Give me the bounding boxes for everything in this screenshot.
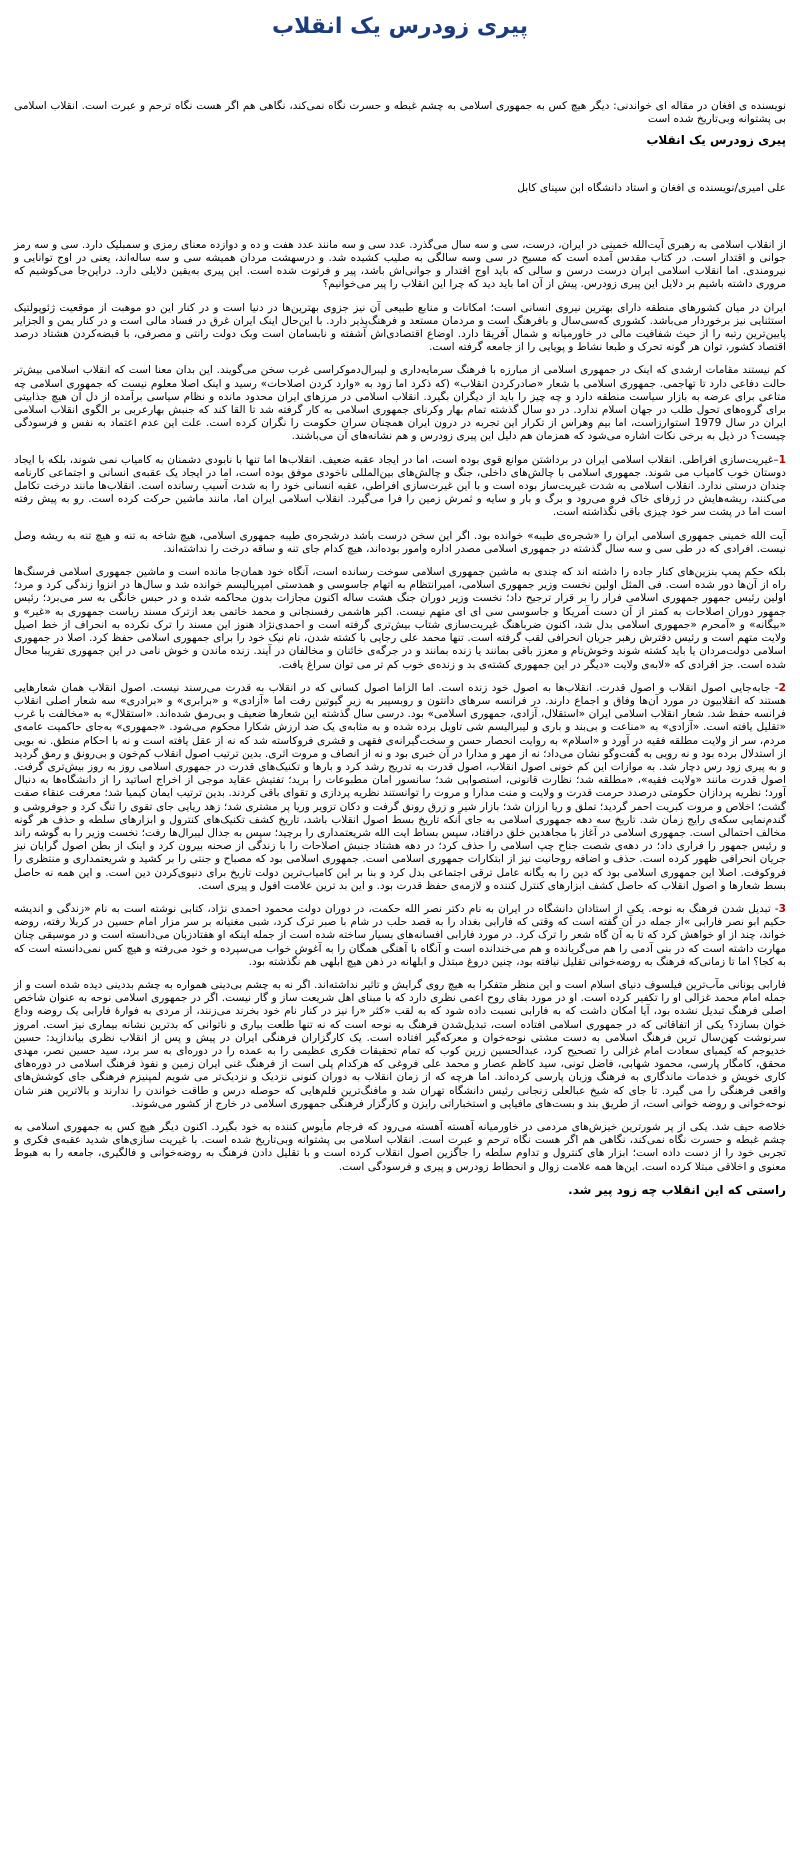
paragraph <box>14 302 786 355</box>
paragraph-text: فارابی یونانی مآب‌ترین فیلسوف دنیای اسلام است و این منظر متفکرا به هیچ روی گرایش و تاثیر نداشته‌اند. اگر نه به چشم بی‌دینی همواره به چشم بددینی دیده شده است و از جمله امام محمد غزالی او را تکفیر کرده است. او در مورد بقای روح اعمی نظری دارد که با مبنای اهل شریعت ساز و گار نیست. اگر در جمهوری اسلامی نوحه به عنوان شاخص اصلی فرهنگ تبدیل نشده بود، آیا امکان داشت که به فارابی نسبت داده شود که به لقب «کثر «را نیز در کنار نام خود بخرند می‌زنند، از مردی به فوارهٔ فارابی یک روضه وداع خوان بسازد؟ یکی از اتفاقاتی که در جمهوری اسلامی افتاده است، تبدیل‌شدن فرهنگ به نوحه است که نه تنها طلعت بیاری و ناتوانی که بدترین نشانه بیماری نیز است. امروز سرنوشت کهن‌سال ترین فرهنگ اسلامی به دست مشتی نوحه‌خوان و معرکه‌گیر افتاده است. یک کارگزاران فرهنگی ایران در پیش و پس از انقلاب نظری بیاندازید: حسین خدیوجم که کیمیای سعادت امام غزالی را تصحیح کرد، عبدالحسین زرین کوب که تمام تحقیقات فکری عظیمی را به عمده را در دوره‌ای به سر برد، سید حسین نصر، مهدی محقق، کامگار پارسی، محمود شهابی، فاضل تونی، سید کاظم عصار و محمد علی فروغی که هرکدام پلی است از فرهنگ غنی ایران زمین و نفوذ فرهنگ اسلامی در دوره‌های کاری خویش و خدمات ماندگاری به فرهنگ وزبان پارسی کرده‌اند. اما هرچه که از زمان انقلاب به دوران کنونی نزدیک و نزدیک‌تر می شویم لمپنیزم فرهنگی جای کوشش‌های واقعی فرهنگی را می گیرد. تا جای که شیخ عبالعلی زنجانی رئیس دانشگاه تهران شد و مافنگ‌ترین قلم‌هایی که حوصله درس و طاقت خواندن را ندارند و بالاترین هنر شان نوحه‌خوانی و روضه خوانی است، از طریق بند و بست‌های مافیایی و استخباراتی رایزن و کارگزار فرهنگی جمهوری اسلامی در خارج از کشور می‌شوند. <box>14 978 786 1110</box>
paragraph-text: کم نیستند مقامات ارشدی که اینک در جمهوری اسلامی از مبارزه با فرهنگ سرمایه‌داری و لیبرال‌دموکراسی غرب سخن می‌گویند. این بدان معنا است که انقلاب اسلامی بیش‌تر حالت دفاعی دارد تا تهاجمی. جمهوری اسلامی با شعار «صادرکردن انقلاب» (که ذکرد اما زود به «وارد کردن اصلاحات» رسید و اینک اصلا معلوم نیست که جمهوری اسلامی چه متاعی برای عرضه به بازار سیاست منطقه دارد و چه چیز را باید از دیگران بگیرد. انقلاب اسلامی در مرزهای ایران محدود مانده و نظام سیاسی برآمده از دل آن هیچ جذابیتی برای گروه‌های تحول طلب در جهان اسلام ندارد. در دو سال گذشته تمام بهار وکرنای جمهوری اسلامی به کار گرفته شد تا القا کند که جنبش بهارعربی بر الگوی انقلاب اسلامی ایران در سال 1979 استوارزاست، اما بیم وهراس از تکرار این تجربه در درون ایران همچنان سران حکومت را نگران کرده است. علت این عدم اعتماد به نفس و فرسودگی چیست؟ در ذیل به برخی نکات اشاره می‌شود که همزمان هم دلیل این پیری زودرس و هم نشانه‌های آن می‌باشند. <box>14 364 786 443</box>
article-body <box>14 239 786 1174</box>
closing-line: راستی که این انقلاب چه زود پیر شد. <box>568 1182 786 1197</box>
paragraph-text: خلاصه حیف شد. یکی از پر شورترین خیزش‌های مردمی در خاورمیانه آهسته آهسته می‌رود که فرجام مأیوس کننده به خود بگیرد. اکنون دیگر هیچ کس به جمهوری اسلامی به چشم غبطه و حسرت نگاه نمی‌کند، نگاهی هم اگر هست نگاه ترحم و عبرت است. انقلاب اسلامی بی پشتوانه وبی‌تاریخ شده است. با غیریت سازی‌های شدید عقبه‌ی فکری و تجربی خود را از دست داده است؛ ابزار های کنترول و تداوم سلطه را جاگزین اصول انقلاب کرده است و با تقلیل دادن فرهنگ به روضه‌خوانی و فالگیری، جامعه را به هبوط معنوی و اخلاقی مبتلا کرده است. این‌ها همه علامت زوال و انحطاط زودرس و پیری و فرسودگی است. <box>14 1121 786 1173</box>
section-number: 2 <box>778 681 786 694</box>
paragraph-text: ایران در میان کشورهای منطقه دارای بهترین نیروی انسانی است؛ امکانات و منابع طبیعی آن نیز جزوی بهترین‌ها در دنیا است و در کنار این دو موهبت از موقعیت ژئوپولتیک استثنایی نیز برخوردار می‌باشد. کشوری که‌سی‌سال و بافرهنگ است و مردمان مستعد و فرهنگ‌پذیر دارد. با این‌حال اینک ایران غرق در فساد مالی است و در کنار یمن و الجزایر پایین‌ترین رتبه را از حیث شفافیت مالی در خاورمیانه و شمال آفریقا دارد. اوضاع اقتصادی‌اش آشفته و نابسامان است وبک دولت رانتی و مصرفی، با قبضه‌کردن هشتاد درصد اقتصاد کشور، توان هر گونه تحرک و طبعا نشاط و پویایی را از جامعه گرفته است. <box>14 301 786 354</box>
author-line: علی امیری/نویسنده ی افغان و استاد دانشگاه ابن سینای کابل <box>517 181 786 194</box>
paragraph-text: - جابه‌جایی اصول انقلاب و اصول قدرت. انقلاب‌ها به اصول خود زنده است. اما الزاما اصول کسانی که در انقلاب به قدرت می‌رسند نیست. اصول انقلاب همان شعارهایی هستند که انقلابیون در مورد آن‌ها وفاق و اجماع دارند. در فرانسه سرهای دانتون و روبسپیر به زیر گیوتین رفت اما «آزادی» و «برابری» و «برادری» سه شعار اصلی انقلاب فرانسه حفظ شد. شعار انقلاب اسلامی ایران «استقلال، آزادی، جمهوری اسلامی» بود. درسی سال گذشته این شعارها ضعیف و بی‌رمق شده‌اند. «استقلال» به «مخالفت با غرب «تقلیل یافته است. «آزادی» به «مناعت و بی‌بند و باری و لیبرالیسم‌ شی تاویل برده شده و به مثابه‌ی یک ضد ارزش شکارا محکوم می‌شود. «جمهوری» به‌جای حاکمیت عامه‌ی مردم، سر از ولایت مطلقه فقیه در آورد و «اسلام» به روایت انحصار حسن و سخت‌گیرانه‌ی فقهی و قشری فرو‌کاسته شد که نه از عقل یافته است و نه با احکام منطق. نه بویی از استدلال برده بود و نه رویی به گفت‌وگو نشان می‌داد؛ نه از مهر و مدارا در آن خبری بود و نه از انصاف و مروت اثری. بدین ترتیب اصول انقلاب کم‌خون و بی‌رونق و رمق گردید و به پیری زود رس دچار شد. به موازات این کم خونی اصول انقلاب، اصول قدرت به تدریج رشد کرد و بارها و تکنیک‌های قدرت در جمهوری اسلامی روز به روز بیش‌تری گرفت. اصول قدرت مانند «ولایت فقیه»، «مطلقه شد؛ نظارت قانونی، استصوابی شد؛ سانسور امان مطبوعات را برید؛ تفتیش عقاید موجی از اخراج اساتید را از دانشگاه‌ها به دنبال آورد؛ نظریه پردازان حکومتی درصدد حرمت قدرت و ولایت و منت مدارا و مروت را توانستند نظریه پردازی و تقوای باقی کردند. بدین ترتیب ایمان کیمیا شد؛ معرفت عنقاء صفت گشت؛ اخلاص و مروت کبریت احمر گردید؛ تملق و ریا ارزان شد؛ بازار شیر و زرق رونق گرفت و دکان تزویر وریا پر مشتری شد؛ زهد ریایی جای تقوی را تنگ کرد و جوفروشی و گندم‌نمایی سکه‌ی رایج زمان شد. تاریخ سه دهه جمهوری اسلامی به جای آنکه تاریخ بسط اصول انقلاب باشد، تاریخ کشف تکنیک‌های کنترول و ابزارهای سلطه و حذف هر گونه مخالف احتمالی است. جمهوری اسلامی در آغاز با مجاهدین خلق درافتاد، سپس بساط ایت الله شریعتمداری را برچید؛ سپس به جدال لیبرال‌ها رفت؛ نخست وزیر را به گوشه راند و رئیس جمهور را فراری داد؛ در دهه‌ی شصت جناح چپ اسلامی را حذف کرد؛ در دهه هشتاد جنبش اصلاحات را با زندگی از صحنه بیرون کرد و اینک از بطن اصول گرایان نیز جریان انحرافی ظهور کرده است. حذف و اضافه روحانیت نیز از ابتکارات جمهوری اسلامی است. جمهوری اسلامی بود که مصباح و جنتی را بر کشید و شریعتمداری و منتظری را فروکوفت. اصلا این جمهوری اسلامی بود که دین را به یگانه عامل ترقی اجتماعی بدل کرد و بنا بر این کامیاب‌ترین دولت تاریخ برای دنیوی‌کردن دین است. و این همه نه حاصل بسط شعارها و اصول انقلاب که حاصل کشف ابزارهای کنترل کننده و لازمه‌ی حفظ قدرت بود. و این بد ترین علامت افول و پیری است. <box>14 681 786 892</box>
paragraph <box>14 239 786 292</box>
paragraph-text: آیت الله خمینی جمهوری اسلامی ایران را «شجره‌ی طیبه» خوانده بود. اگر این سخن درست باشد درشجره‌ی طیبه جمهوری اسلامی، هیچ شاخه به تنه و هیچ تنه به ریشه وصل نیست. افرادی که در طی سی و سه سال گذشته در جمهوری اسلامی مصدر اداره وامور بوده‌اند، هیچ کدام جای تنه و ساقه درخت را نداشته‌اند. <box>14 529 786 555</box>
section-number: 1 <box>778 453 786 466</box>
paragraph-text: از انقلاب اسلامی به رهبری آیت‌الله خمینی در ایران، درست، سی و سه سال می‌گذرد. عدد سی و سه مانند عدد هفت و ده و دوازده معنای رمزی و سمبلیک دارد. سی و سه رمز جوانی و اقتدار است. در کتاب مقدس آمده است که مسیح در سی وسه سالگی به صلیب کشیده شد. و درسهشت مردان همیشه سی و سه ساله‌اند، یعنی در اوج توانایی و نیرومندی. اما انقلاب اسلامی ایران درست درسن و سالی که باید اوج اقتدار و جوانی‌اش باشد، پیر و فرتوت شده است. این پیری به‌یقین دلایلی دارد. دراین‌جا می‌کوشیم که مروری داشته باشیم بر دلایل این پیری زودرس. پیش از آن اما باید دید که چرا این انقلاب را پیر می‌خوانیم؟ <box>14 238 786 291</box>
paragraph <box>14 682 786 893</box>
article-subheading: پیری زودرس یک انقلاب <box>646 133 786 148</box>
paragraph-text: بلکه حکم پمپ بنزین‌های کنار جاده را داشته اند که چندی به ماشین جمهوری اسلامی سوخت رسانده است، آنگاه خود همان‌جا مانده است و ماشین جمهوری اسلامی فرسنگ‌ها راه از آن‌ها دور شده است. فی المثل اولین نخست وزیر جمهوری اسلامی، امیرانتظام به اتهام جاسوسی و همدستی امپریالیسم خوانده شد و سال‌ها در انزوا زندگی کرد و مرد؛ اولین رئیس جمهور جمهوری اسلامی فرار را بر قرار ترجیح داد؛ نخست وزیر دوران جنگ هشت ساله اکنون مجازات بدون محاکمه شده و در حبس خانگی به سر می‌برد؛ رئیس جمهور دوران اصلاحات به کمتر از آن دست آمریکا و جاسوسی سی ای ای متهم نیست. اکبر هاشمی رفسنجانی و محمد خاتمی بعد ازترک مسند ریاست جمهوری به «غیر» و «بیگانه» و «آمحرم «جمهوری اسلامی بدل شد، اکنون ضرباهنگ غیریت‌سازی شتاب بیش‌تری گرفته است و احمدی‌نژاد هنوز این مسند را ترک نکرده به انحراف از خط اصیل ولایت متهم است و رئیس دفترش رهبر جریان انحرافی لقب گرفته است. تنها محمد علی رجایی با کشته شدن، نام نیک خود را برای جمهوری اسلامی حفظ کرد. اصلا در جمهوری اسلامی دولت‌مردان یا باید کشته شوند وخوش‌نام و معزز باقی بمانند یا زنده بمانند و در جرگه‌ی خائنان و مخالفان در آیند. زنده ماندن و خوش نامی در این جمهوری تقریبا محال شده است. جز افرادی که «لابه‌ی ولایت «دیگر در این جمهوری کشته‌ی بد و زنده‌ی خوب کم تر می توان سراغ یافت. <box>14 566 786 671</box>
paragraph <box>14 364 786 443</box>
paragraph <box>14 903 786 969</box>
page-title: پیری زودرس یک انقلاب <box>272 14 528 39</box>
paragraph <box>14 1121 786 1174</box>
paragraph <box>14 979 786 1111</box>
article-intro: نویسنده ی افغان در مقاله ای خواندنی: دیگر هیچ کس به جمهوری اسلامی به چشم غبطه و حسرت نگاه نمی‌کند، نگاهی هم اگر هست نگاه ترحم و عبرت است. انقلاب اسلامی بی پشتوانه وبی‌تاریخ شده است <box>14 100 786 126</box>
paragraph <box>14 566 786 672</box>
paragraph <box>14 530 786 556</box>
paragraph-text: –غیریت‌سازی افراطی. انقلاب اسلامی ایران در برداشتن موانع قوی بوده است، اما در ایجاد عقبه ضعیف. انقلاب‌ها اما تنها با نابودی دشمنان به کامیاب نمی شوند، بلکه با ایجاد دوستان خوب کامیاب می شوند. جمهوری اسلامی با چالش‌های داخلی، جنگ و چالش‌های بین‌المللی ناخودی موفق بوده است، اما در ایجاد یک عقبه‌ی انسانی و اجتماعی کارنامه چندان درستی ندارد. انقلاب اسلامی به شدت غیریت‌ساز بوده است و با این غیرت‌سازی افراطی، عقبه انسانی خود را به شدت آسیب رسانده است. انقلاب‌ها مانند درخت تکامل می‌کنند، ریشه‌هایش در ژرفای خاک فرو می‌رود و برگ و بار و سایه و ثمرش زمین را فرا می‌گیرد. انقلاب اسلامی ایران اما، مانند ماشین حرکت کرده است. رو به پیش رفته است اما در پشت سر خود چیزی باقی نگذاشته است. <box>14 453 786 519</box>
paragraph-text: - تبدیل شدن فرهنگ به نوحه. یکی از استادان دانشگاه در ایران به نام دکتر نصر الله حکمت، در دوران دولت محمود احمدی نژاد، کتابی نوشته است به نام «زندگی و اندیشه حکیم ابو نصر فارابی »از جمله در آن گفته است که وقتی که فارابی بغداد را به قصد حلب در شام با صبر ترک کرد، شبی مغنیانه بر سر مزار امام حسین در کربلا رفته، روضه خواند، چند از او خواهش کرد که تا به آن گاه شعر را ترک کرد. در مورد فارابی افسانه‌های بسیار ساخته شده است از جمله اینکه او هفتادزبان می‌دانسته است و در موسیقی چنان مهارت داشته است که در بنی آدمی را هم می‌گریانده و هم می‌خندانده است و آنگاه با آهنگی همگان را به آغوش خواب می‌سپرده و خود می‌رفته و هیچ کس نمی‌دانسته است که به کجا؟ اما تا زمانی‌که فرهنگ به روضه‌خوانی تقلیل نیافته بود، چنین دروغ مبتذل و ابلهانه در ذهن هیچ ابلهی هم نگذشته بود. <box>14 902 786 968</box>
title-spacer <box>14 42 786 100</box>
section-number: 3 <box>778 902 786 915</box>
paragraph <box>14 454 786 520</box>
